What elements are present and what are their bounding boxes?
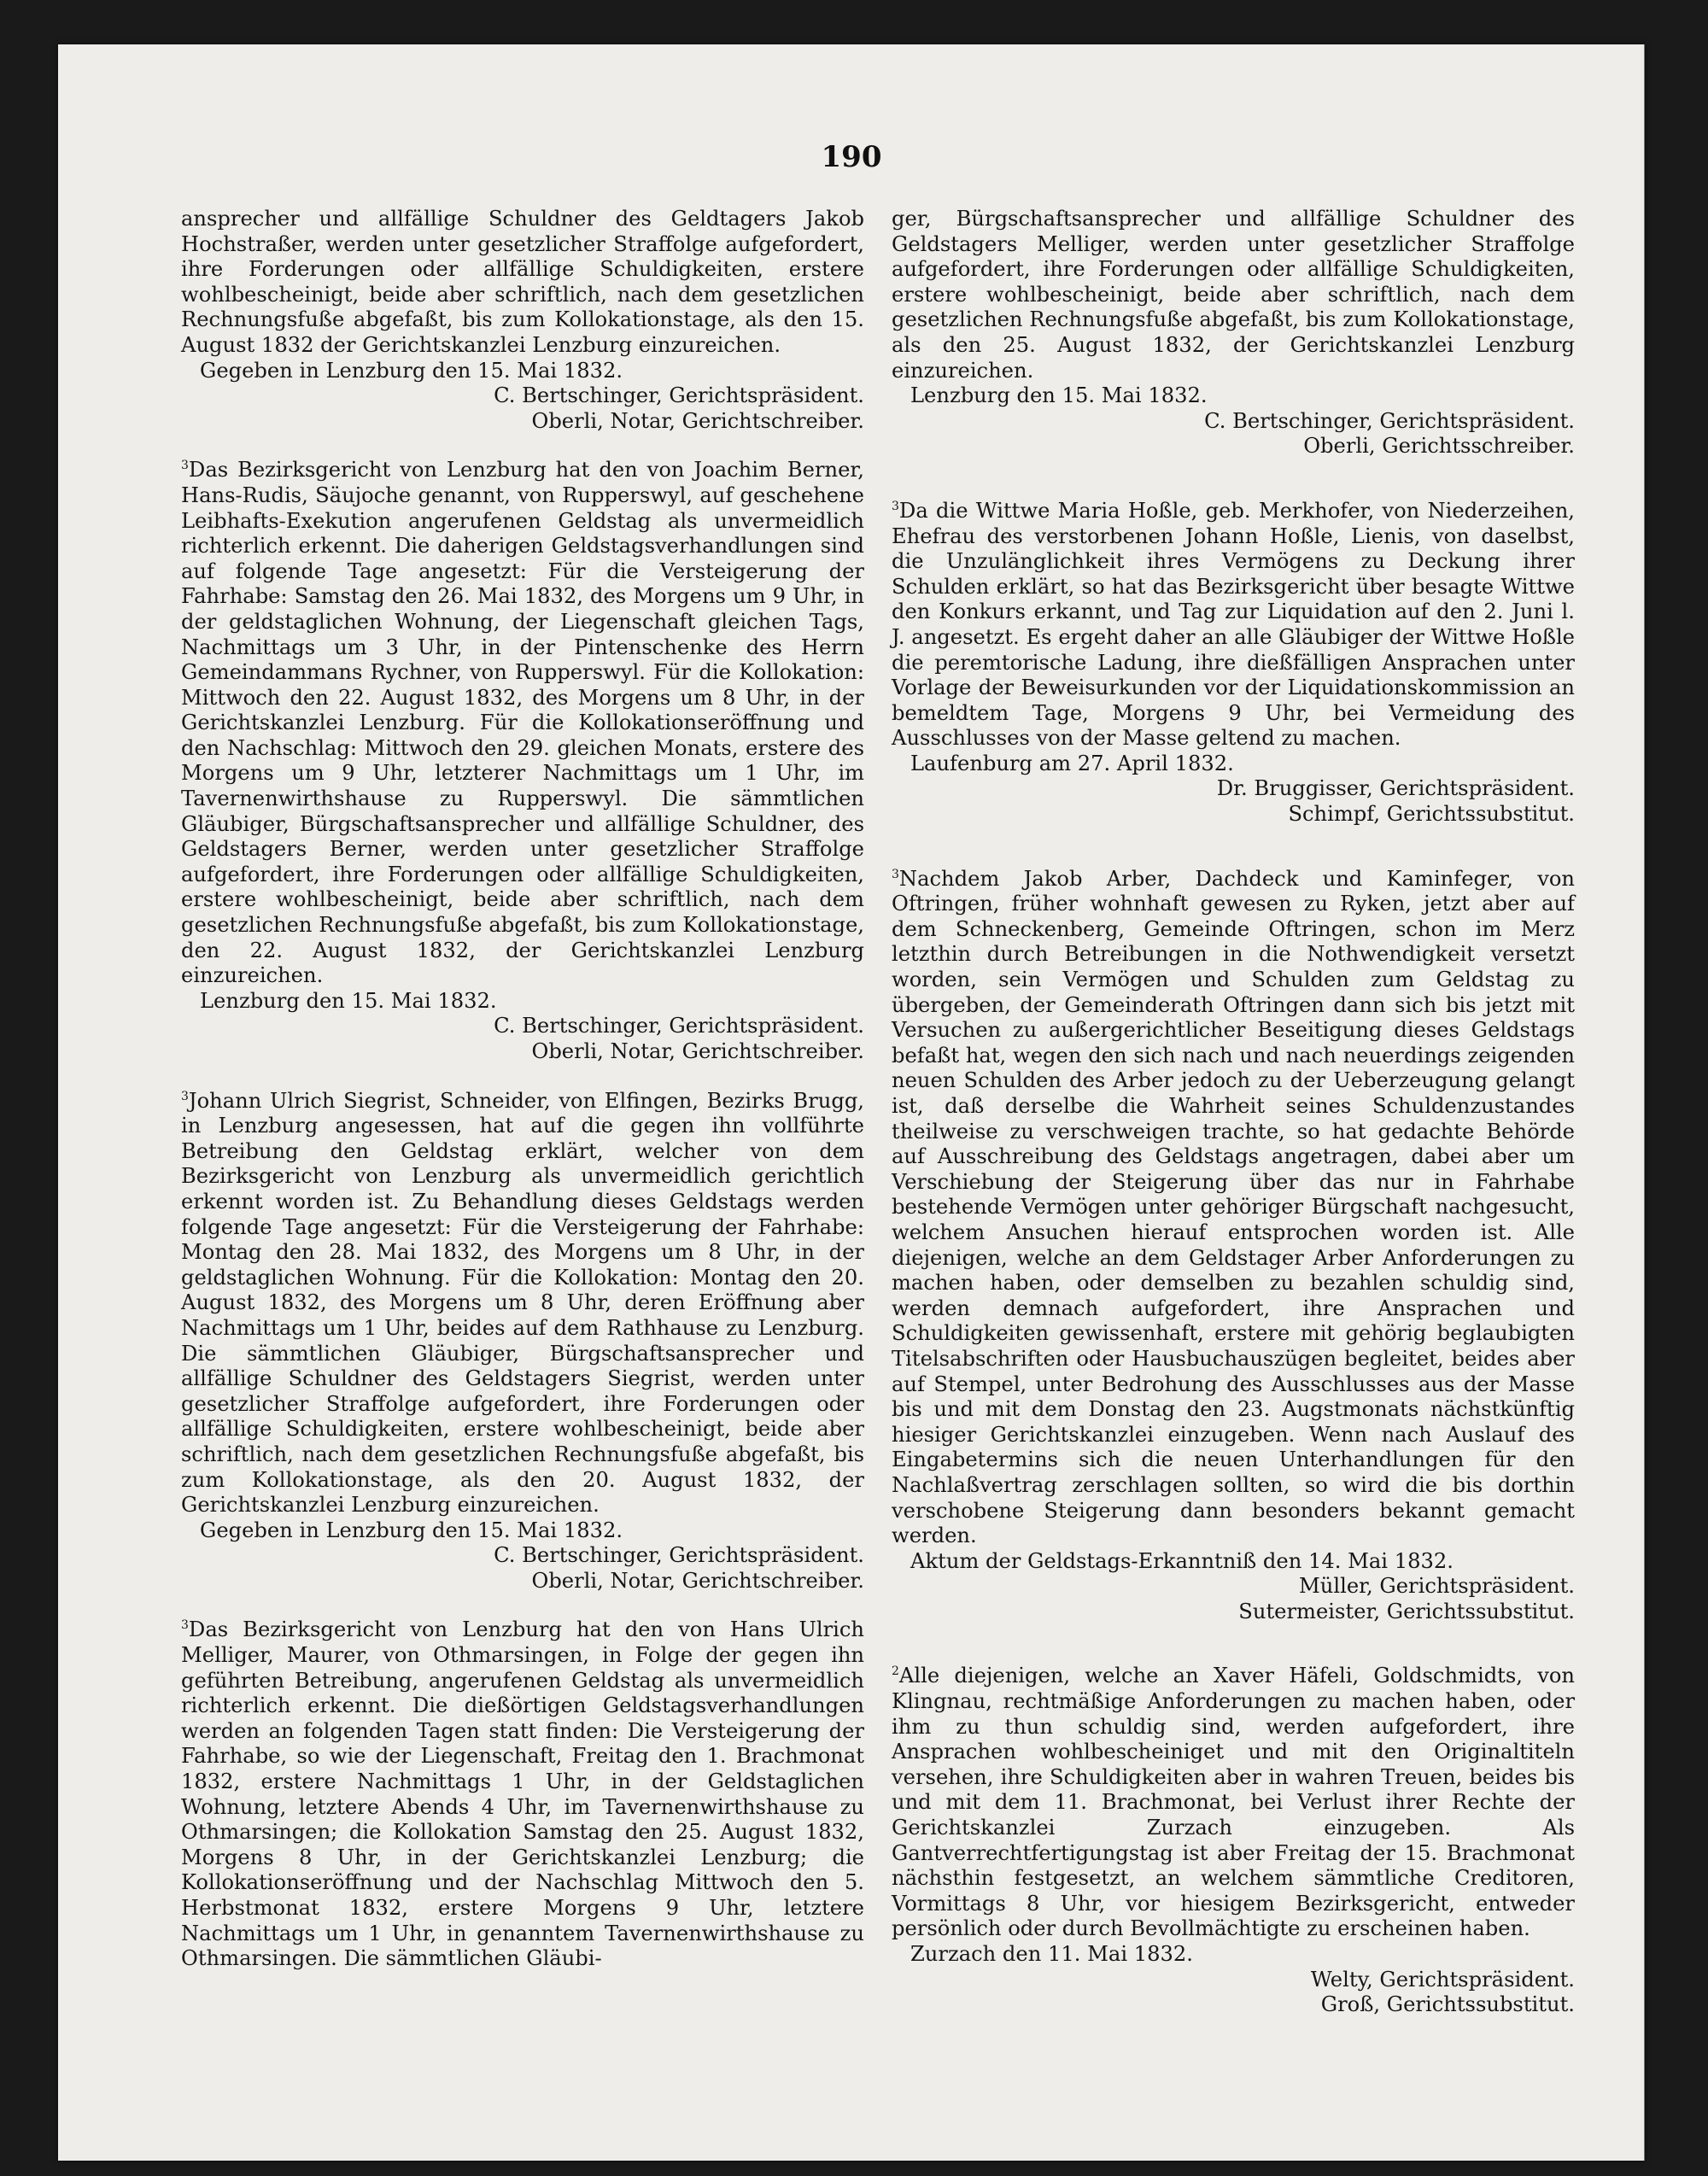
signature-president: C. Bertschinger, Gerichtspräsident. <box>1204 408 1575 433</box>
signature-president: Dr. Bruggisser, Gerichtspräsident. <box>1216 776 1575 801</box>
notice-siegrist <box>181 1089 864 1594</box>
signature-clerk: Groß, Gerichtssubstitut. <box>1320 1992 1575 2017</box>
insertion-mark: 2 <box>892 1664 899 1679</box>
insertion-mark: 3 <box>181 459 189 473</box>
notice-arber <box>892 867 1575 1625</box>
notice-body: Da die Wittwe Maria Hoßle, geb. Merkhofer, von Niederzeihen, Ehefrau des verstorbenen Johann Hoßle, Lienis, von daselbst, die Unzulänglichkeit ihres Vermögens zu Deckung ihrer Schulden erklärt, so hat das Bezirksgericht über besagte Wittwe den Konkurs erkannt, und Tag zur Liquidation auf den 2. Juni l. J. angesetzt. Es ergeht daher an alle Gläubiger der Wittwe Hoßle die peremtorische Ladung, ihre dießfälligen Ansprachen unter Vorlage der Beweisurkunden vor der Liquidationskommission an bemeldtem Tage, Morgens 9 Uhr, bei Vermeidung des Ausschlusses von der Masse geltend zu machen. <box>892 498 1575 751</box>
notice-dateline: Lenzburg den 15. Mai 1832. <box>910 383 1208 408</box>
right-column <box>892 207 1575 2018</box>
notice-dateline: Gegeben in Lenzburg den 15. Mai 1832. <box>200 1518 623 1542</box>
signature-president: C. Bertschinger, Gerichtspräsident. <box>494 1543 864 1568</box>
signature-clerk: Oberli, Gerichtsschreiber. <box>1303 434 1575 459</box>
insertion-mark: 3 <box>892 867 899 881</box>
page-edge <box>1644 44 1645 2161</box>
insertion-mark: 3 <box>181 1618 189 1633</box>
newspaper-page <box>58 44 1645 2161</box>
notice-melliger <box>181 1617 864 1971</box>
signature-clerk: Sutermeister, Gerichtssubstitut. <box>1238 1599 1575 1623</box>
signature-clerk: Oberli, Notar, Gerichtschreiber. <box>531 1568 864 1593</box>
page-number: 190 <box>821 140 882 174</box>
notice-body: Nachdem Jakob Arber, Dachdeck und Kaminfeger, von Oftringen, früher wohnhaft gewesen zu Ryken, jetzt aber auf dem Schneckenberg, Gemeinde Oftringen, schon im Merz letzthin durch Betreibungen in die Nothwendigkeit versetzt worden, sein Vermögen und Schulden zum Geldstag zu übergeben, der Gemeinderath Oftringen dann sich bis jetzt mit Versuchen zu außergerichtlicher Beseitigung dieses Geldstags befaßt hat, wegen den sich nach und nach neuerdings zeigenden neuen Schulden des Arber jedoch zu der Ueberzeugung gelangt ist, daß derselbe die Wahrheit seines Schuldenzustandes theilweise zu verschweigen trachte, so hat gedachte Behörde auf Ausschreibung des Geldstags angetragen, dabei aber um Verschiebung der Steigerung über das nur in Fahrhabe bestehende Vermögen unter gehöriger Bürgschaft nachgesucht, welchem Ansuchen hierauf entsprochen worden ist. Alle diejenigen, welche an dem Geldstager Arber Anforderungen zu machen haben, oder demselben zu bezahlen schuldig sind, werden demnach aufgefordert, ihre Ansprachen und Schuldigkeiten gewissenhaft, erstere mit gehörig beglaubigten Titelsabschriften oder Hausbuchauszügen begleitet, beides aber auf Stempel, unter Bedrohung des Ausschlusses aus der Masse bis und mit dem Donstag den 23. Augstmonats nächstkünftig hiesiger Gerichtskanzlei einzugeben. Wenn nach Auslauf des Eingabetermins sich die neuen Unterhandlungen für den Nachlaßvertrag zerschlagen sollten, so wird die bis dorthin verschobene Steigerung dann besonders bekannt gemacht werden. <box>892 866 1575 1548</box>
notice-body: Alle diejenigen, welche an Xaver Häfeli, Goldschmidts, von Klingnau, rechtmäßige Anforderungen zu machen haben, oder ihm zu thun schuldig sind, werden aufgefordert, ihre Ansprachen wohlbescheiniget und mit den Originaltiteln versehen, ihre Schuldigkeiten aber in wahren Treuen, beides bis und mit dem 11. Brachmonat, bei Verlust ihrer Rechte der Gerichtskanzlei Zurzach einzugeben. Als Gantverrechtfertigungstag ist aber Freitag der 15. Brachmonat nächsthin festgesetzt, an welchem sämmtliche Creditoren, Vormittags 8 Uhr, vor hiesigem Bezirksgericht, entweder persönlich oder durch Bevollmächtigte zu erscheinen haben. <box>892 1664 1575 1941</box>
notice-dateline: Aktum der Geldstags-Erkanntniß den 14. Mai 1832. <box>910 1548 1454 1573</box>
notice-continued-hochstrasser <box>181 207 864 434</box>
signature-president: Welty, Gerichtspräsident. <box>1310 1967 1575 1992</box>
signature-president: C. Bertschinger, Gerichtspräsident. <box>494 1014 864 1038</box>
insertion-mark: 3 <box>892 499 899 513</box>
notice-dateline: Laufenburg am 27. April 1832. <box>910 751 1234 775</box>
notice-body: Das Bezirksgericht von Lenzburg hat den von Hans Ulrich Melliger, Maurer, von Othmarsingen, in Folge der gegen ihn geführten Betreibung, angerufenen Geldstag als unvermeidlich richterlich erkennt. Die dießörtigen Geldstagsverhandlungen werden an folgenden Tagen statt finden: Die Versteigerung der Fahrhabe, so wie der Liegenschaft, Freitag den 1. Brachmonat 1832, erstere Nachmittags 1 Uhr, in der Geldstaglichen Wohnung, letztere Abends 4 Uhr, im Tavernenwirthshause zu Othmarsingen; die Kollokation Samstag den 25. August 1832, Morgens 8 Uhr, in der Gerichtskanzlei Lenzburg; die Kollokationseröffnung und der Nachschlag Mittwoch den 5. Herbstmonat 1832, erstere Morgens 9 Uhr, letztere Nachmittags um 1 Uhr, in genanntem Tavernenwirthshause zu Othmarsingen. Die sämmtlichen Gläubi- <box>181 1617 864 1971</box>
notice-dateline: Gegeben in Lenzburg den 15. Mai 1832. <box>200 358 623 383</box>
notice-body: Das Bezirksgericht von Lenzburg hat den von Joachim Berner, Hans-Rudis, Säujoche genannt, von Rupperswyl, auf geschehene Leibhafts-Exekution angerufenen Geldstag als unvermeidlich richterlich erkennt. Die daherigen Geldstagsverhandlungen sind auf folgende Tage angesetzt: Für die Versteigerung der Fahrhabe: Samstag den 26. Mai 1832, des Morgens um 9 Uhr, in der geldstaglichen Wohnung, der Liegenschaft gleichen Tags, Nachmittags um 3 Uhr, in der Pintenschenke des Herrn Gemeindammans Rychner, von Rupperswyl. Für die Kollokation: Mittwoch den 22. August 1832, des Morgens um 8 Uhr, in der Gerichtskanzlei Lenzburg. Für die Kollokationseröffnung und den Nachschlag: Mittwoch den 29. gleichen Monats, erstere des Morgens um 9 Uhr, letzterer Nachmittags um 1 Uhr, im Tavernenwirthshause zu Rupperswyl. Die sämmtlichen Gläubiger, Bürgschaftsansprecher und allfällige Schuldner, des Geldstagers Berner, werden unter gesetzlicher Straffolge aufgefordert, ihre Forderungen oder allfällige Schuldigkeiten, erstere wohlbescheinigt, beide aber schriftlich, nach dem gesetzlichen Rechnungsfuße abgefaßt, bis zum Kollokationstage, den 22. August 1832, der Gerichtskanzlei Lenzburg einzureichen. <box>181 458 864 988</box>
notice-berner <box>181 458 864 1064</box>
notice-body: ansprecher und allfällige Schuldner des Geldtagers Jakob Hochstraßer, werden unter gesetzlicher Straffolge aufgefordert, ihre Forderungen oder allfällige Schuldigkeiten, erstere wohlbescheinigt, beide aber schriftlich, nach dem gesetzlichen Rechnungsfuße abgefaßt, bis zum Kollokationstage, als den 15. August 1832 der Gerichtskanzlei Lenzburg einzureichen. <box>181 207 864 357</box>
signature-president: Müller, Gerichtspräsident. <box>1299 1574 1575 1599</box>
signature-clerk: Oberli, Notar, Gerichtschreiber. <box>531 1039 864 1063</box>
left-column <box>181 207 864 1972</box>
notice-body: Johann Ulrich Siegrist, Schneider, von Elfingen, Bezirks Brugg, in Lenzburg angesessen, hat auf die gegen ihn vollführte Betreibung den Geldstag erklärt, welcher von dem Bezirksgericht von Lenzburg als unvermeidlich gerichtlich erkennt worden ist. Zu Behandlung dieses Geldstags werden folgende Tage angesetzt: Für die Versteigerung der Fahrhabe: Montag den 28. Mai 1832, des Morgens um 8 Uhr, in der geldstaglichen Wohnung. Für die Kollokation: Montag den 20. August 1832, des Morgens um 8 Uhr, deren Eröffnung aber Nachmittags um 1 Uhr, beides auf dem Rathhause zu Lenzburg. Die sämmtlichen Gläubiger, Bürgschaftsansprecher und allfällige Schuldner des Geldstagers Siegrist, werden unter gesetzlicher Straffolge aufgefordert, ihre Forderungen oder allfällige Schuldigkeiten, erstere wohlbescheinigt, beide aber schriftlich, nach dem gesetzlichen Rechnungsfuße abgefaßt, bis zum Kollokationstage, als den 20. August 1832, der Gerichtskanzlei Lenzburg einzureichen. <box>181 1088 864 1518</box>
notice-hossle <box>892 499 1575 828</box>
insertion-mark: 3 <box>181 1089 189 1103</box>
notice-dateline: Lenzburg den 15. Mai 1832. <box>200 988 497 1013</box>
notice-dateline: Zurzach den 11. Mai 1832. <box>910 1942 1193 1966</box>
notice-body: ger, Bürgschaftsansprecher und allfällige Schuldner des Geldstagers Melliger, werden unter gesetzlicher Straffolge aufgefordert, ihre Forderungen oder allfällige Schuldigkeiten, erstere wohlbescheinigt, beide aber schriftlich, nach dem gesetzlichen Rechnungsfuße abgefaßt, bis zum Kollokationstage, als den 25. August 1832, der Gerichtskanzlei Lenzburg einzureichen. <box>892 207 1575 383</box>
notice-haefeli <box>892 1664 1575 2017</box>
signature-president: C. Bertschinger, Gerichtspräsident. <box>494 383 864 408</box>
signature-clerk: Schimpf, Gerichtssubstitut. <box>1288 802 1575 827</box>
signature-clerk: Oberli, Notar, Gerichtschreiber. <box>531 408 864 433</box>
notice-continued-melliger <box>892 207 1575 459</box>
